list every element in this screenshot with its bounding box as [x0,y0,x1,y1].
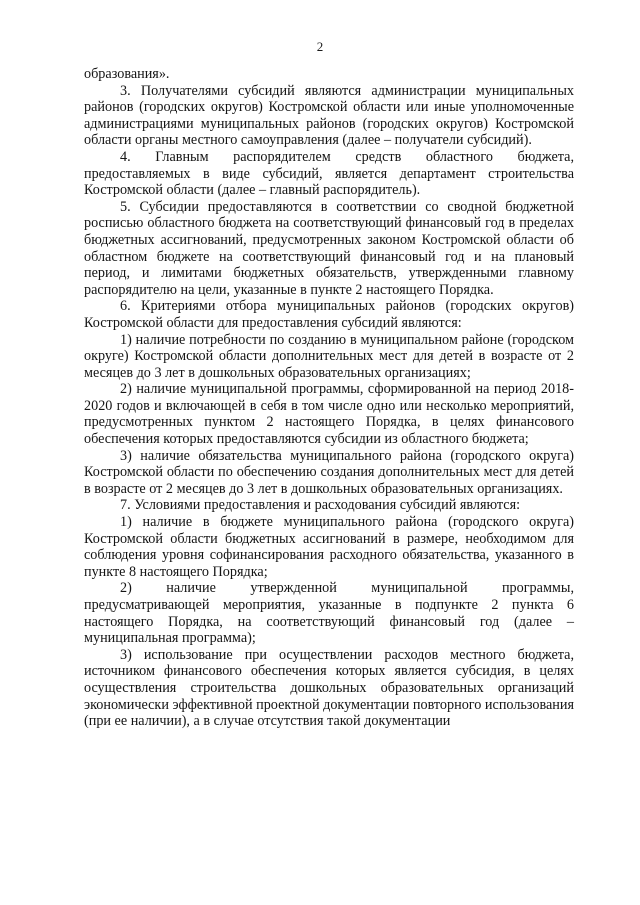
paragraph-3: 3. Получателями субсидий являются администрации муниципальных районов (городских округов) Костромской области или иные уполномоченные администрациями муниципальных районов (городских округов) Костромской области органы местного самоуправления (далее – получатели субсидий). [84,82,574,149]
paragraph-continuation: образования». [84,66,170,82]
paragraph-7-item-1: 1) наличие в бюджете муниципального района (городского округа) Костромской области бюджетных ассигнований в размере, необходимом для соблюдения уровня софинансирования расходного обязательства, указанного в пункте 8 настоящего Порядка; [84,514,574,580]
paragraph-6: 6. Критериями отбора муниципальных районов (городских округов) Костромской области для предоставления субсидий являются: [84,298,574,331]
paragraph-5: 5. Субсидии предоставляются в соответствии со сводной бюджетной росписью областного бюджета на соответствующий финансовый год в пределах бюджетных ассигнований, предусмотренных законом Костромской области об областном бюджете на соответствующий финансовый год и на плановый период, и лимитами бюджетных обязательств, утвержденными главному распорядителю на цели, указанные в пункте 2 настоящего Порядка. [84,198,574,298]
paragraph-6-item-2: 2) наличие муниципальной программы, сформированной на период 2018-2020 годов и включающей в себя в том числе одно или несколько мероприятий, предусмотренных пунктом 2 настоящего Порядка, в целях финансового обеспечения которых предоставляются субсидии из областного бюджета; [84,381,574,448]
paragraph-6-item-1: 1) наличие потребности по созданию в муниципальном районе (городском округе) Костромской области дополнительных мест для детей в возрасте от 2 месяцев до 3 лет в дошкольных образовательных организациях; [84,331,574,381]
paragraph-6-item-3: 3) наличие обязательства муниципального района (городского округа) Костромской области по обеспечению создания дополнительных мест для детей в возрасте от 2 месяцев до 3 лет в дошкольных образовательных организациях. [84,447,574,497]
paragraph-7-item-3: 3) использование при осуществлении расходов местного бюджета, источником финансового обеспечения которых является субсидия, в целях осуществления строительства дошкольных образовательных организаций экономически эффективной проектной документации повторного использования (при ее наличии), а в случае отсутствия такой документации [84,646,574,730]
document-body [84,66,574,730]
paragraph-4: 4. Главным распорядителем средств областного бюджета, предоставляемых в виде субсидий, является департамент строительства Костромской области (далее – главный распорядитель). [84,148,574,199]
paragraph-7-item-2: 2) наличие утвержденной муниципальной программы, предусматривающей мероприятия, указанные в подпункте 2 пункта 6 настоящего Порядка, на соответствующий финансовый год (далее – муниципальная программа); [84,580,574,647]
paragraph-7: 7. Условиями предоставления и расходования субсидий являются: [120,497,521,514]
page-number: 2 [316,39,324,54]
